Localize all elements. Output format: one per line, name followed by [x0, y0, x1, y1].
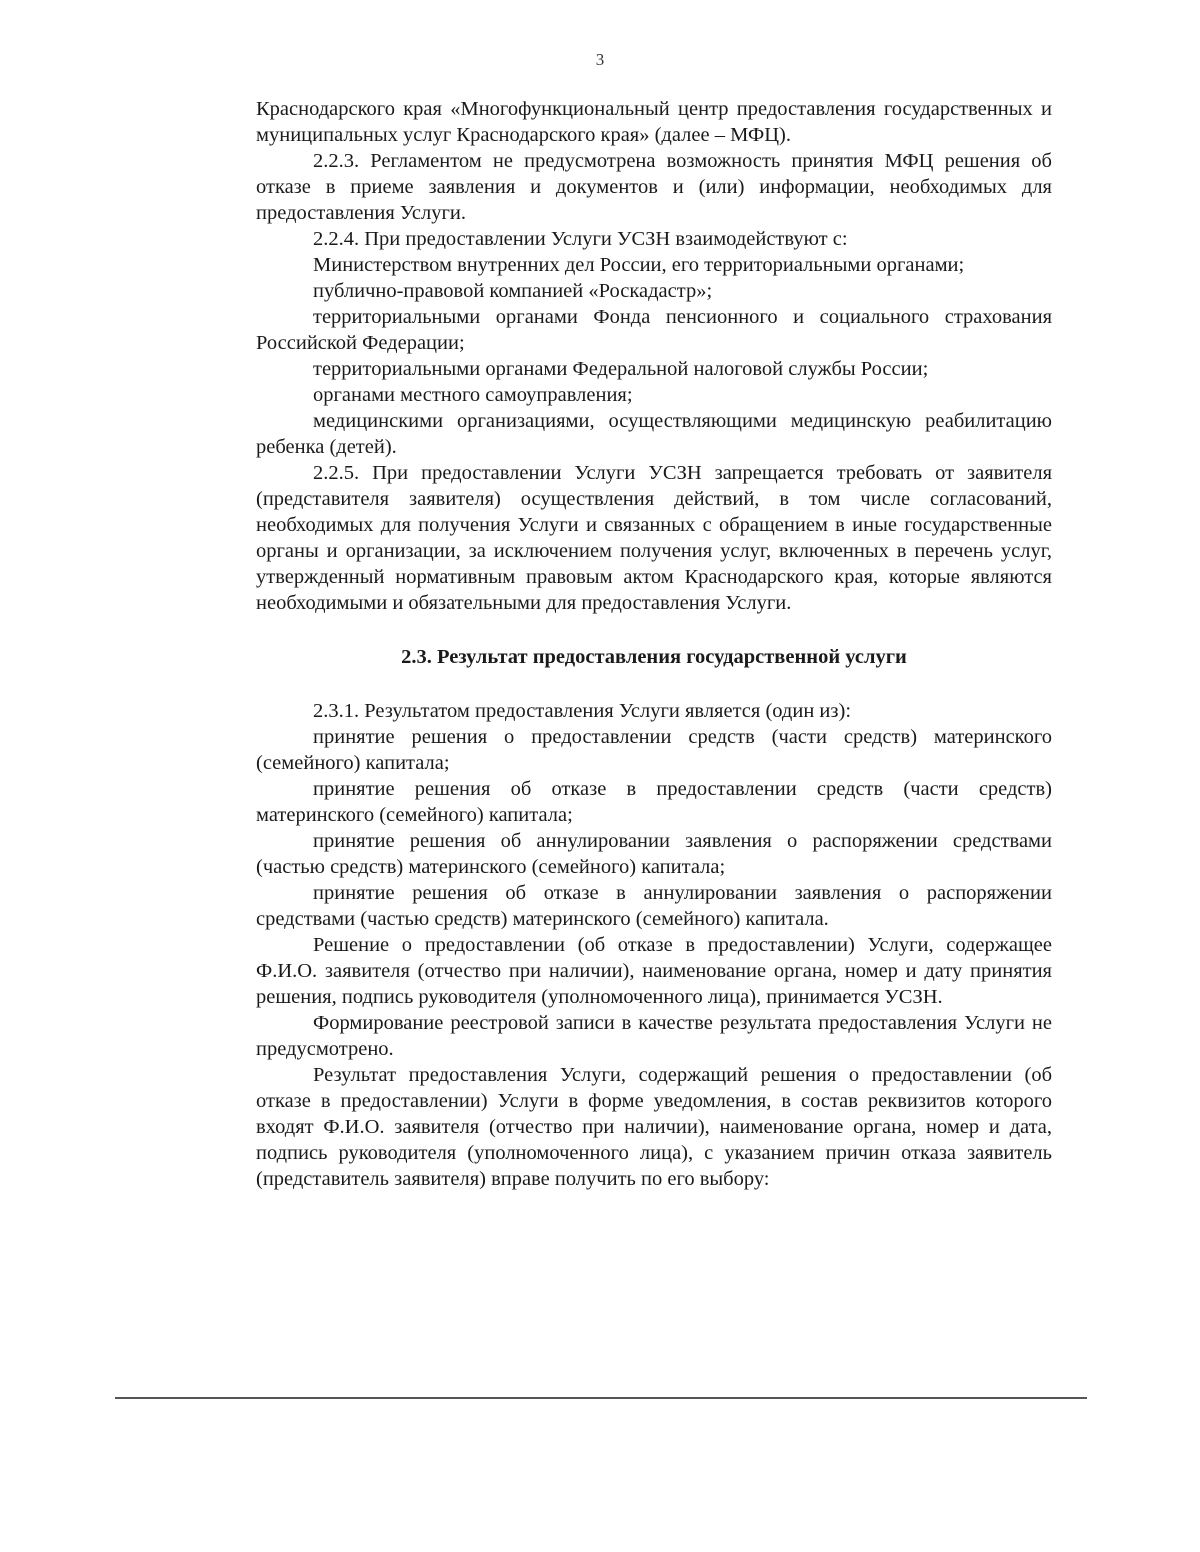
document-body [256, 96, 1052, 1192]
paragraph: Результат предоставления Услуги, содержащий решения о предоставлении (об отказе в предоставлении) Услуги в форме уведомления, в состав реквизитов которого входят Ф.И.О. заявителя (отчество при наличии), наименование органа, номер и дата, подпись руководителя (уполномоченного лица), с указанием причин отказа заявитель (представитель заявителя) вправе получить по его выбору: [256, 1064, 1052, 1190]
paragraph: Решение о предоставлении (об отказе в предоставлении) Услуги, содержащее Ф.И.О. заявителя (отчество при наличии), наименование органа, номер и дату принятия решения, подпись руководителя (уполномоченного лица), принимается УСЗН. [256, 934, 1052, 1008]
list-item: Министерством внутренних дел России, его территориальными органами; [313, 254, 965, 276]
footer-divider [115, 1397, 1087, 1399]
list-item: публично-правовой компанией «Роскадастр»; [313, 280, 713, 302]
paragraph: 2.2.4. При предоставлении Услуги УСЗН взаимодействуют с: [313, 228, 848, 250]
list-item: принятие решения об отказе в аннулировании заявления о распоряжении средствами (частью средств) материнского (семейного) капитала. [256, 882, 1052, 930]
paragraph: 2.3.1. Результатом предоставления Услуги является (один из): [313, 700, 852, 722]
list-item: медицинскими организациями, осуществляющими медицинскую реабилитацию ребенка (детей). [256, 410, 1052, 458]
list-item: органами местного самоуправления; [313, 384, 633, 406]
page-number: 3 [595, 50, 605, 69]
list-item: принятие решения о предоставлении средств (части средств) материнского (семейного) капитала; [256, 726, 1052, 774]
paragraph: Краснодарского края «Многофункциональный центр предоставления государственных и муниципальных услуг Краснодарского края» (далее – МФЦ). [256, 98, 1052, 146]
list-item: территориальными органами Фонда пенсионного и социального страхования Российской Федерации; [256, 306, 1052, 354]
paragraph: 2.2.5. При предоставлении Услуги УСЗН запрещается требовать от заявителя (представителя заявителя) осуществления действий, в том числе согласований, необходимых для получения Услуги и связанных с обращением в иные государственные органы и организации, за исключением получения услуг, включенных в перечень услуг, утвержденный нормативным правовым актом Краснодарского края, которые являются необходимыми и обязательными для предоставления Услуги. [256, 462, 1052, 614]
list-item: принятие решения об отказе в предоставлении средств (части средств) материнского (семейного) капитала; [256, 778, 1052, 826]
section-heading: 2.3. Результат предоставления государственной услуги [401, 646, 907, 668]
list-item: территориальными органами Федеральной налоговой службы России; [313, 358, 929, 380]
paragraph: 2.2.3. Регламентом не предусмотрена возможность принятия МФЦ решения об отказе в приеме заявления и документов и (или) информации, необходимых для предоставления Услуги. [256, 150, 1052, 224]
paragraph: Формирование реестровой записи в качестве результата предоставления Услуги не предусмотрено. [256, 1012, 1052, 1060]
list-item: принятие решения об аннулировании заявления о распоряжении средствами (частью средств) материнского (семейного) капитала; [256, 830, 1052, 878]
